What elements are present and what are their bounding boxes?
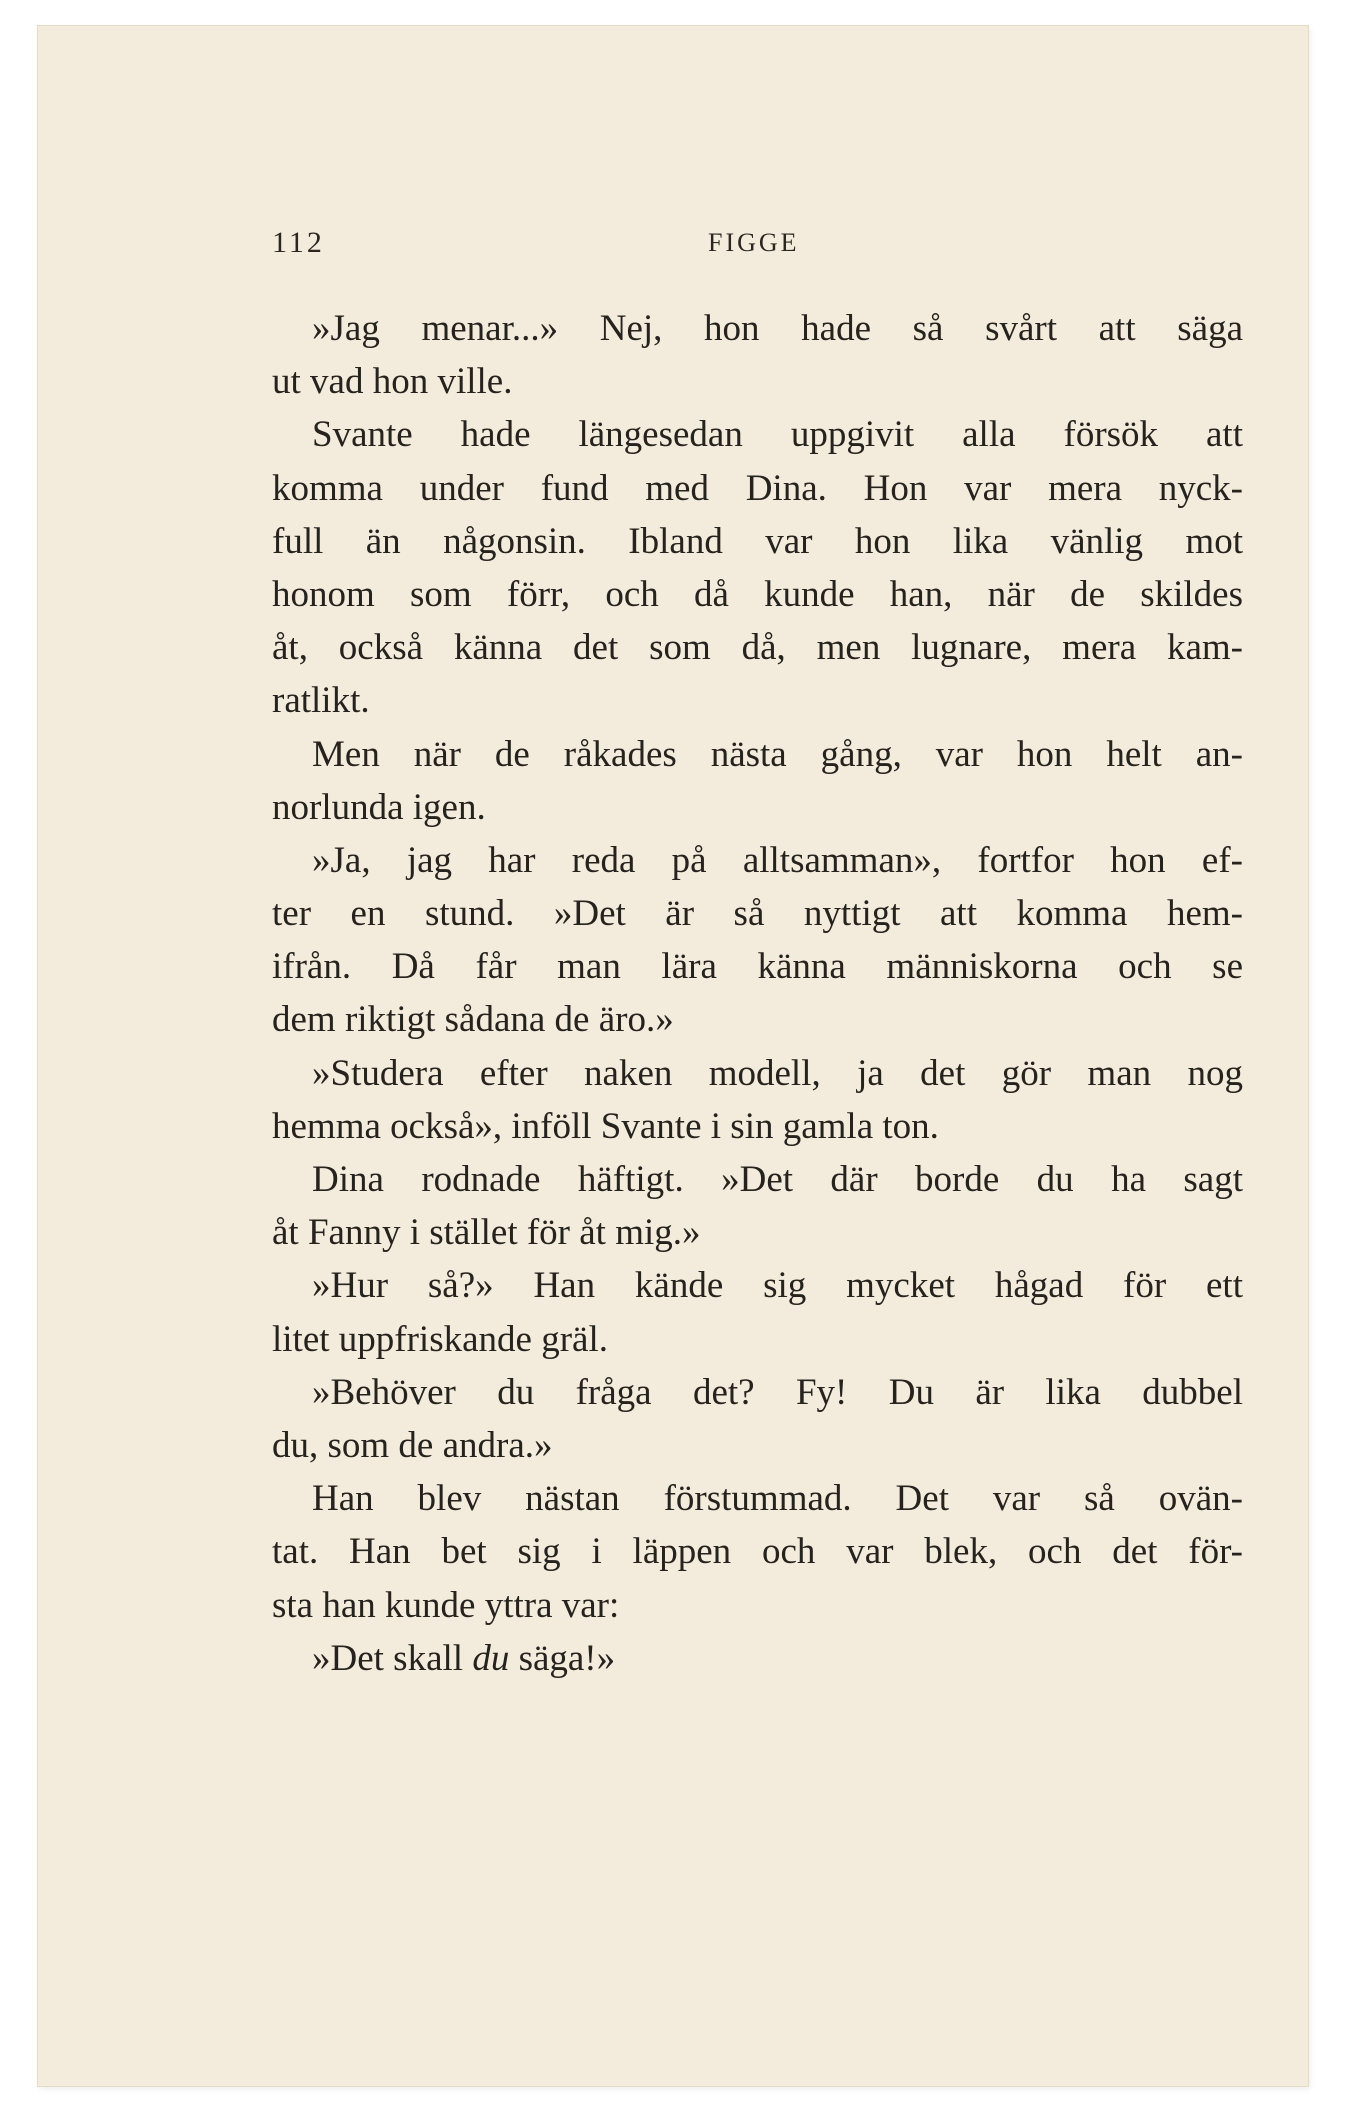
text-line-4: full än någonsin. Ibland var hon lika vänlig mot	[272, 520, 1243, 562]
text-line-8: Men när de råkades nästa gång, var hon helt an-	[312, 733, 1243, 775]
text-line-6: åt, också känna det som då, men lugnare, mera kam-	[272, 627, 1243, 669]
text-line-2: Svante hade längesedan uppgivit alla försök att	[312, 414, 1243, 456]
text-line-7: ratlikt.	[272, 680, 370, 722]
text-line-16: Dina rodnade häftigt. »Det där borde du ha sagt	[312, 1159, 1243, 1200]
final-line-after: säga!»	[509, 1637, 616, 1679]
text-line-22: Han blev nästan förstummad. Det var så ovän-	[312, 1478, 1243, 1520]
page-header	[272, 226, 1243, 266]
text-line-20: »Behöver du fråga det? Fy! Du är lika dubbel	[312, 1371, 1243, 1413]
text-line-9: norlunda igen.	[272, 786, 486, 828]
text-line-19: litet uppfriskande gräl.	[272, 1318, 608, 1360]
text-line-21: du, som de andra.»	[272, 1424, 553, 1466]
text-line-14: »Studera efter naken modell, ja det gör man nog	[312, 1052, 1243, 1094]
body-text	[272, 302, 1243, 1685]
text-line-1: ut vad hon ville.	[272, 361, 513, 403]
text-line-10: »Ja, jag har reda på alltsamman», fortfor hon ef-	[312, 839, 1243, 881]
final-line-before: »Det skall	[312, 1637, 473, 1679]
text-line-23: tat. Han bet sig i läppen och var blek, och det för-	[272, 1531, 1243, 1573]
text-line-18: »Hur så?» Han kände sig mycket hågad för ett	[312, 1265, 1243, 1307]
text-line-13: dem riktigt sådana de äro.»	[272, 999, 674, 1041]
page-number: 112	[272, 226, 325, 259]
text-line-5: honom som förr, och då kunde han, när de skildes	[272, 573, 1243, 615]
running-title: FIGGE	[708, 228, 800, 257]
text-line-0: »Jag menar...» Nej, hon hade så svårt att säga	[312, 308, 1243, 349]
text-line-3: komma under fund med Dina. Hon var mera nyck-	[272, 467, 1243, 509]
text-line-24: sta han kunde yttra var:	[272, 1584, 620, 1626]
final-line-emphasis: du	[472, 1637, 510, 1679]
text-line-11: ter en stund. »Det är så nyttigt att komma hem-	[272, 893, 1243, 935]
text-line-12: ifrån. Då får man lära känna människorna och se	[272, 946, 1243, 988]
text-line-17: åt Fanny i stället för åt mig.»	[272, 1212, 701, 1254]
text-line-15: hemma också», inföll Svante i sin gamla ton.	[272, 1105, 939, 1147]
text-line-final	[272, 1632, 1243, 1685]
